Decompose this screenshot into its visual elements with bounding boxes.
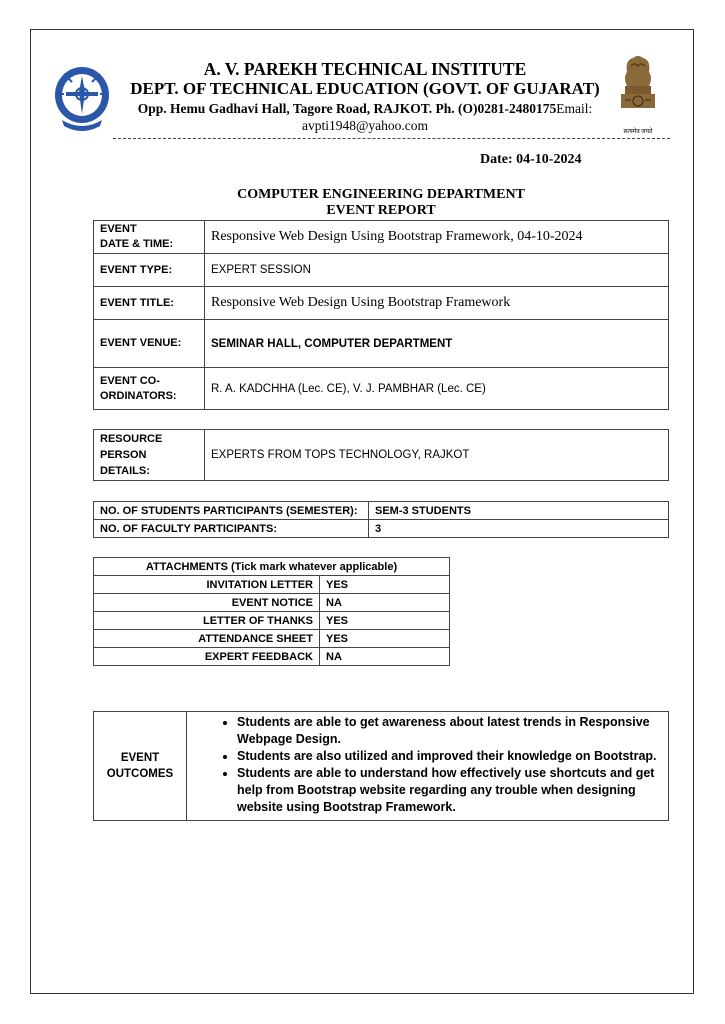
date-time-value: Responsive Web Design Using Bootstrap Framework, 04-10-2024 <box>205 221 669 254</box>
table-row <box>94 320 669 368</box>
attachment-value: YES <box>320 612 450 630</box>
table-row <box>94 558 450 576</box>
report-date: Date: 04-10-2024 <box>480 152 582 167</box>
table-row <box>94 368 669 410</box>
table-row <box>94 594 450 612</box>
outcomes-label: EVENT OUTCOMES <box>94 712 187 821</box>
attachment-value: NA <box>320 648 450 666</box>
attachment-label: INVITATION LETTER <box>94 576 320 594</box>
outcomes-list-cell <box>187 712 669 821</box>
students-value: SEM-3 STUDENTS <box>369 502 669 520</box>
table-row <box>94 576 450 594</box>
resource-person-value: EXPERTS FROM TOPS TECHNOLOGY, RAJKOT <box>205 430 669 481</box>
event-report-title: EVENT REPORT <box>326 203 436 218</box>
resource-person-table <box>93 429 669 481</box>
letterhead <box>115 60 615 134</box>
attachment-value: NA <box>320 594 450 612</box>
date-time-label: EVENT DATE & TIME: <box>94 221 205 254</box>
students-label: NO. OF STUDENTS PARTICIPANTS (SEMESTER): <box>94 502 369 520</box>
emblem-caption: सत्यमेव जयते <box>623 129 653 135</box>
attachments-table <box>93 557 450 666</box>
event-title-value: Responsive Web Design Using Bootstrap Framework <box>205 287 669 320</box>
institute-logo <box>52 62 112 134</box>
table-row <box>94 430 669 481</box>
faculty-label: NO. OF FACULTY PARTICIPANTS: <box>94 520 369 538</box>
event-title-label: EVENT TITLE: <box>94 287 205 320</box>
department-name: DEPT. OF TECHNICAL EDUCATION (GOVT. OF GUJARAT) <box>130 79 600 98</box>
attachment-label: EXPERT FEEDBACK <box>94 648 320 666</box>
attachment-label: LETTER OF THANKS <box>94 612 320 630</box>
table-row <box>94 612 450 630</box>
attachment-label: ATTENDANCE SHEET <box>94 630 320 648</box>
email: Email: avpti1948@yahoo.com <box>301 101 593 133</box>
table-row <box>94 648 450 666</box>
address-line <box>115 100 615 134</box>
participants-table <box>93 501 669 538</box>
list-item: • Students are able to understand how effectively use shortcuts and get help from Bootstrap website regarding any trouble when designing website using Bootstrap Framework. <box>237 765 662 816</box>
event-type-value: EXPERT SESSION <box>205 254 669 287</box>
event-venue-label: EVENT VENUE: <box>94 320 205 368</box>
table-row <box>94 287 669 320</box>
attachment-value: YES <box>320 576 450 594</box>
event-info-table <box>93 220 669 410</box>
list-item: • Students are able to get awareness about latest trends in Responsive Webpage Design. <box>237 714 662 748</box>
table-row <box>94 520 669 538</box>
attachment-label: EVENT NOTICE <box>94 594 320 612</box>
table-row <box>94 254 669 287</box>
event-outcomes-table <box>93 711 669 821</box>
table-row <box>94 221 669 254</box>
list-item: • Students are also utilized and improved their knowledge on Bootstrap. <box>237 748 662 765</box>
attachments-header: ATTACHMENTS (Tick mark whatever applicable) <box>94 558 450 576</box>
table-row <box>94 502 669 520</box>
header-divider <box>113 138 670 139</box>
address: Opp. Hemu Gadhavi Hall, Tagore Road, RAJKOT. Ph. (O)0281-2480175 <box>137 101 557 116</box>
attachment-value: YES <box>320 630 450 648</box>
resource-person-label: RESOURCE PERSON DETAILS: <box>94 430 205 481</box>
department-title: COMPUTER ENGINEERING DEPARTMENT <box>237 187 525 202</box>
coordinators-value: R. A. KADCHHA (Lec. CE), V. J. PAMBHAR (Lec. CE) <box>205 368 669 410</box>
report-title <box>95 187 667 219</box>
coordinators-label: EVENT CO- ORDINATORS: <box>94 368 205 410</box>
outcomes-list <box>193 714 662 816</box>
event-type-label: EVENT TYPE: <box>94 254 205 287</box>
faculty-value: 3 <box>369 520 669 538</box>
table-row <box>94 630 450 648</box>
table-row <box>94 712 669 821</box>
institute-name: A. V. PAREKH TECHNICAL INSTITUTE <box>203 59 527 79</box>
event-venue-value: SEMINAR HALL, COMPUTER DEPARTMENT <box>205 320 669 368</box>
